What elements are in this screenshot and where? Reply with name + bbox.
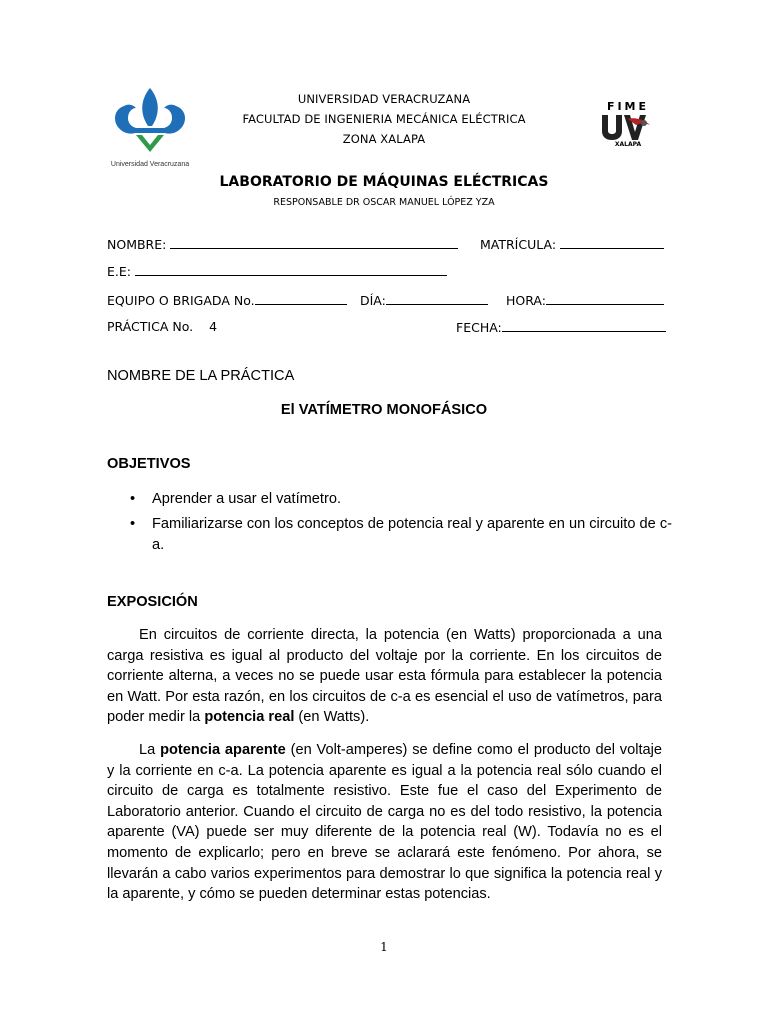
dia-label: DÍA:: [360, 293, 386, 308]
objective-item: [130, 514, 684, 555]
practice-name-label: NOMBRE DE LA PRÁCTICA: [107, 368, 295, 384]
nombre-label: NOMBRE:: [107, 237, 167, 252]
bullet-icon: •: [130, 516, 136, 532]
exposition-paragraph-2: [107, 740, 662, 905]
matricula-line: [560, 236, 664, 249]
objective-text: Familiarizarse con los conceptos de potencia real y aparente en un circuito de c-a.: [152, 516, 672, 553]
faculty-name: FACULTAD DE INGENIERIA MECÁNICA ELÉCTRICA: [242, 112, 526, 126]
paragraph-bold: potencia real: [204, 709, 295, 726]
hora-field: [506, 292, 664, 308]
exposition-paragraph-1: [107, 625, 662, 728]
paragraph-text: En circuitos de corriente directa, la potencia (en Watts) proporcionada a una carga resistiva es igual al producto del voltaje por la corriente. En los circuitos de corriente alterna, a veces no se puede usar esta fórmula para establecer la potencia en Watt. Por esta razón, en los circuitos de c-a es esencial el uso de vatímetros, para poder medir la: [107, 627, 662, 726]
page-number: 1: [380, 940, 388, 954]
paragraph-text: (en Watts).: [294, 709, 370, 726]
objectives-heading: OBJETIVOS: [107, 456, 191, 472]
paragraph-bold: potencia aparente: [160, 742, 286, 758]
paragraph-text: (en Volt-amperes) se define como el producto del voltaje y la corriente en c-a. La potencia aparente es igual a la potencia real sólo cuando el circuito de carga es totalmente resistivo. Este fue el caso del Experimento de Laboratorio anterior. Cuando el circuito de carga no es del todo resistivo, la potencia aparente (VA) puede ser muy diferente de la potencia real (W). Todavía no es el momento de explicarlo; pero en breve se aclarará este fenómeno. Por ahora, se llevarán a cabo varios experimentos para demostrar lo que significa la potencia real y la aparente, y cómo se pueden determinar estas potencias.: [107, 742, 662, 903]
lab-title: LABORATORIO DE MÁQUINAS ELÉCTRICAS: [219, 174, 549, 190]
lab-responsible: RESPONSABLE DR OSCAR MANUEL LÓPEZ YZA: [273, 197, 495, 208]
practica-field: [107, 319, 217, 334]
practice-title: El VATÍMETRO MONOFÁSICO: [280, 402, 488, 418]
fime-logo-sub: XALAPA: [614, 141, 642, 148]
equipo-label: EQUIPO O BRIGADA No.: [107, 293, 255, 308]
ee-field: [107, 263, 447, 279]
ee-label: E.E:: [107, 264, 131, 279]
university-name: UNIVERSIDAD VERACRUZANA: [297, 92, 471, 106]
fime-logo-text: FIME: [606, 100, 650, 113]
nombre-line: [170, 236, 458, 249]
fecha-field: [456, 319, 666, 335]
paragraph-text: La: [139, 742, 161, 758]
nombre-field: [107, 236, 458, 252]
ee-line: [135, 263, 447, 276]
matricula-label: MATRÍCULA:: [480, 237, 557, 252]
fecha-line: [502, 319, 666, 332]
hora-label: HORA:: [506, 293, 546, 308]
fecha-label: FECHA:: [456, 320, 502, 335]
exposition-heading: EXPOSICIÓN: [107, 594, 198, 610]
matricula-field: [480, 236, 664, 252]
objective-text: Aprender a usar el vatímetro.: [152, 491, 341, 507]
objective-item: [130, 489, 682, 510]
practica-number: 4: [209, 319, 218, 334]
dia-line: [386, 292, 488, 305]
equipo-field: [107, 292, 347, 308]
equipo-line: [255, 292, 347, 305]
practica-label: PRÁCTICA No.: [107, 319, 194, 334]
zone-name: ZONA XALAPA: [342, 132, 426, 146]
hora-line: [546, 292, 664, 305]
fime-logo: [598, 100, 658, 156]
bullet-icon: •: [130, 491, 136, 507]
uv-logo-caption: Universidad Veracruzana: [110, 161, 190, 168]
dia-field: [360, 292, 488, 308]
